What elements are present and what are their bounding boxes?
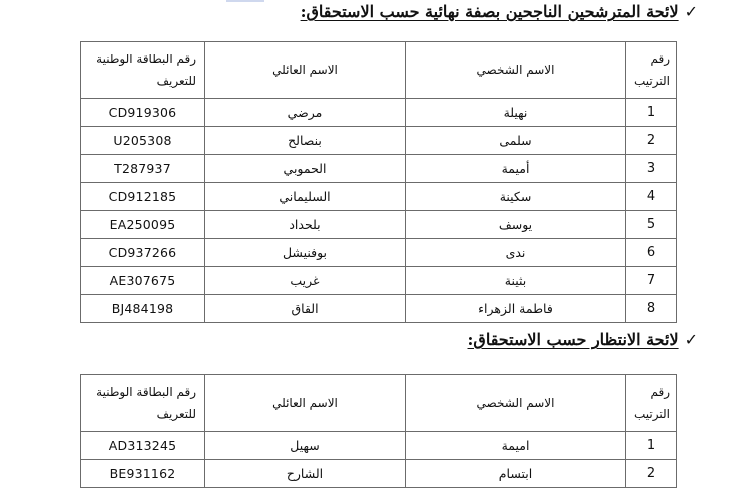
- section2-heading-text: لائحة الانتظار حسب الاستحقاق:: [467, 330, 679, 349]
- cell-id: AD313245: [81, 432, 205, 460]
- cell-family: بلحداد: [205, 211, 406, 239]
- cell-family: الحموبي: [205, 155, 406, 183]
- header-rank: رقم الترتيب: [626, 375, 677, 432]
- cell-family: غريب: [205, 267, 406, 295]
- cell-rank: 5: [626, 211, 677, 239]
- header-national-id: رقم البطاقة الوطنية للتعريف: [81, 42, 205, 99]
- table-header-row: [81, 42, 677, 99]
- cell-family: بوفنيشل: [205, 239, 406, 267]
- successful-candidates-table: [80, 41, 677, 323]
- cell-id: EA250095: [81, 211, 205, 239]
- cell-first: ندى: [406, 239, 626, 267]
- section1-heading-text: لائحة المترشحين الناجحين بصفة نهائية حسب الاستحقاق:: [300, 2, 679, 21]
- cell-first: ابتسام: [406, 460, 626, 488]
- cell-first: بثينة: [406, 267, 626, 295]
- section2-heading: [468, 330, 698, 349]
- cell-first: اميمة: [406, 432, 626, 460]
- header-first-name: الاسم الشخصي: [406, 375, 626, 432]
- waiting-list-table: [80, 374, 677, 488]
- cell-id: BE931162: [81, 460, 205, 488]
- cell-family: القاق: [205, 295, 406, 323]
- cell-rank: 2: [626, 460, 677, 488]
- cell-id: CD912185: [81, 183, 205, 211]
- header-national-id: رقم البطاقة الوطنية للتعريف: [81, 375, 205, 432]
- cell-rank: 6: [626, 239, 677, 267]
- cell-id: AE307675: [81, 267, 205, 295]
- table-row: [81, 211, 677, 239]
- cell-first: سكينة: [406, 183, 626, 211]
- section1-heading: [301, 2, 698, 21]
- header-first-name: الاسم الشخصي: [406, 42, 626, 99]
- check-mark-icon: ✓: [684, 329, 698, 349]
- cell-rank: 4: [626, 183, 677, 211]
- top-decoration-line: [226, 0, 264, 2]
- table-row: [81, 432, 677, 460]
- table-row: [81, 155, 677, 183]
- cell-rank: 3: [626, 155, 677, 183]
- cell-family: مرضي: [205, 99, 406, 127]
- table-header-row: [81, 375, 677, 432]
- cell-first: فاطمة الزهراء: [406, 295, 626, 323]
- check-mark-icon: ✓: [684, 1, 698, 21]
- header-family-name: الاسم العائلي: [205, 375, 406, 432]
- cell-family: سهيل: [205, 432, 406, 460]
- cell-first: سلمى: [406, 127, 626, 155]
- cell-rank: 1: [626, 432, 677, 460]
- table-row: [81, 267, 677, 295]
- table-row: [81, 239, 677, 267]
- cell-family: السليماني: [205, 183, 406, 211]
- cell-first: أميمة: [406, 155, 626, 183]
- cell-id: BJ484198: [81, 295, 205, 323]
- cell-rank: 1: [626, 99, 677, 127]
- table-row: [81, 127, 677, 155]
- cell-rank: 8: [626, 295, 677, 323]
- cell-family: بنصالح: [205, 127, 406, 155]
- cell-first: نهيلة: [406, 99, 626, 127]
- cell-id: CD919306: [81, 99, 205, 127]
- table-row: [81, 183, 677, 211]
- header-family-name: الاسم العائلي: [205, 42, 406, 99]
- cell-id: CD937266: [81, 239, 205, 267]
- table-row: [81, 295, 677, 323]
- cell-family: الشارح: [205, 460, 406, 488]
- cell-first: يوسف: [406, 211, 626, 239]
- cell-rank: 2: [626, 127, 677, 155]
- cell-rank: 7: [626, 267, 677, 295]
- table-row: [81, 460, 677, 488]
- header-rank: رقم الترتيب: [626, 42, 677, 99]
- cell-id: U205308: [81, 127, 205, 155]
- table-row: [81, 99, 677, 127]
- cell-id: T287937: [81, 155, 205, 183]
